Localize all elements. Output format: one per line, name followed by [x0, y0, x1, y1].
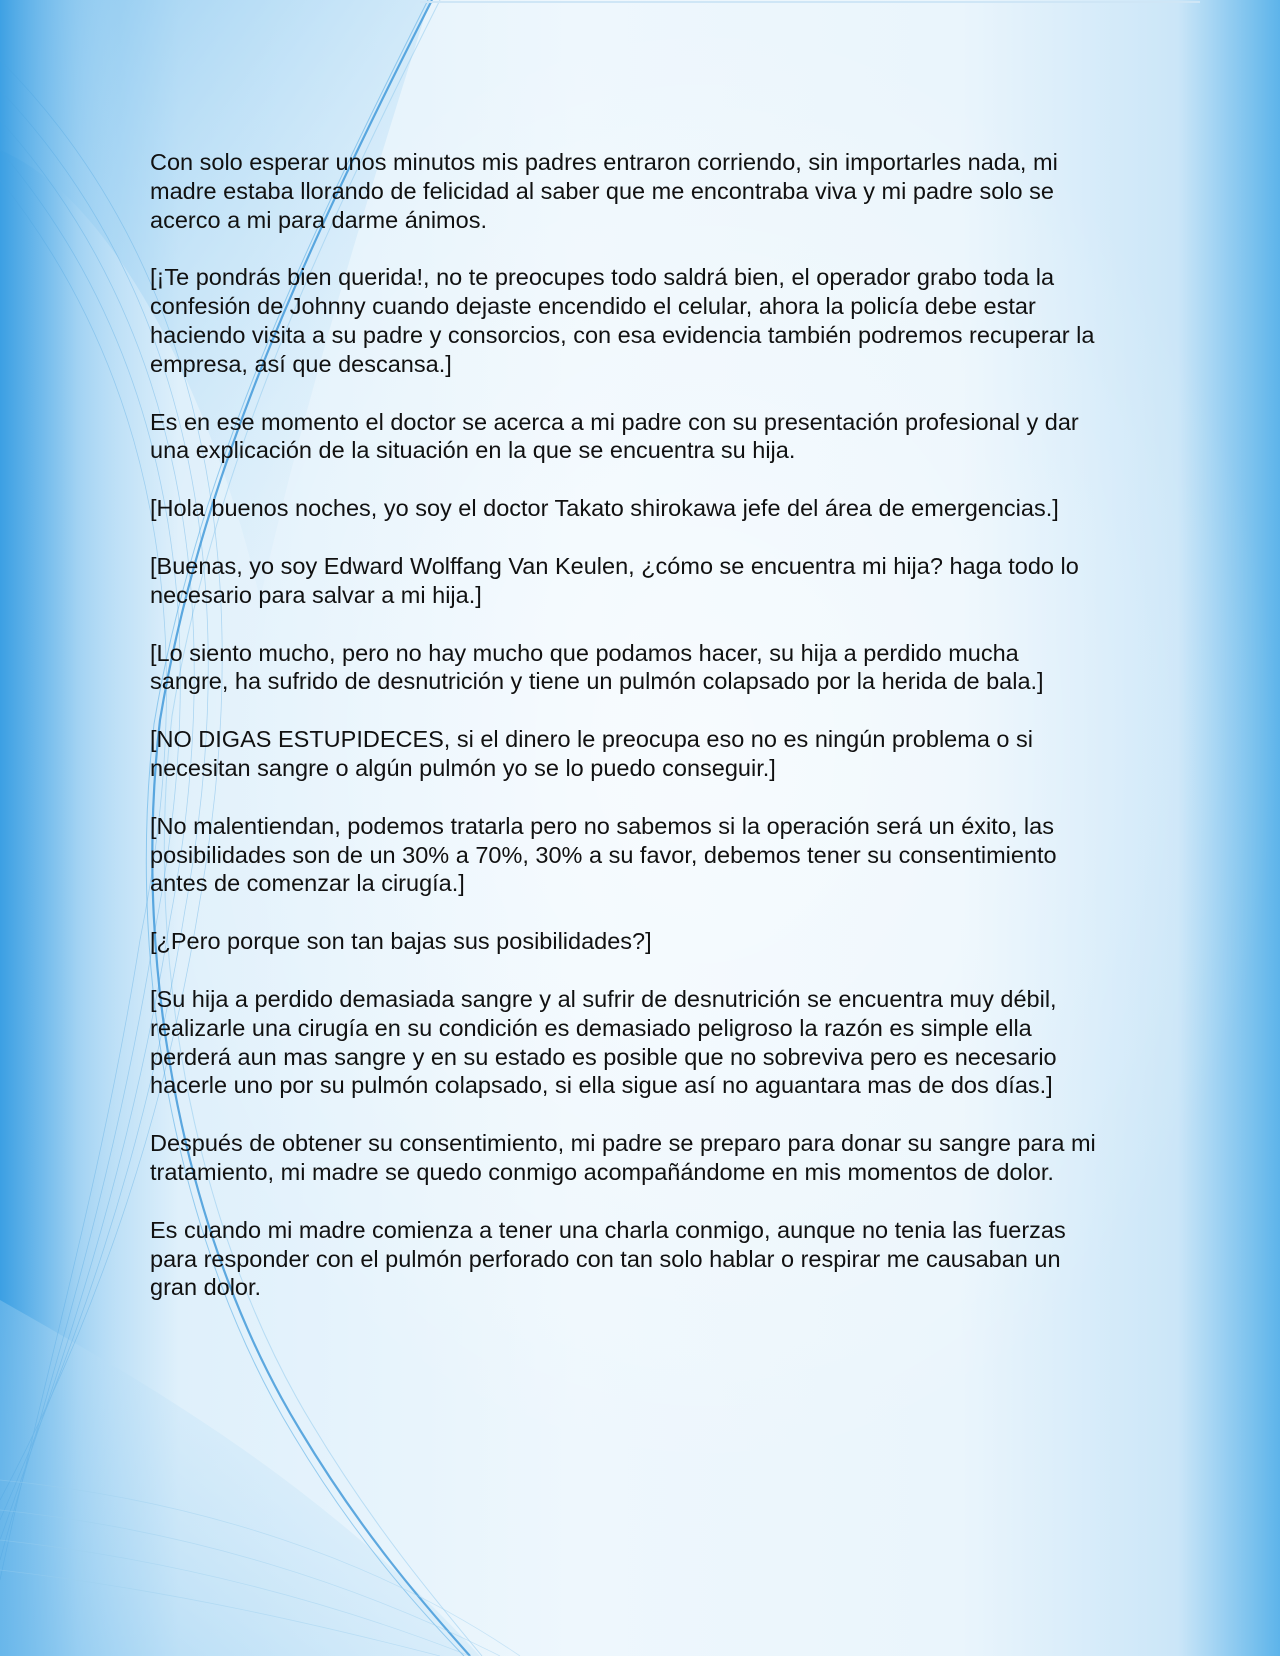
document-body	[150, 148, 1100, 1331]
paragraph-2: [¡Te pondrás bien querida!, no te preocupes todo saldrá bien, el operador grabo toda la confesión de Johnny cuando dejaste encendido el celular, ahora la policía debe estar haciendo visita a su padre y consorcios, con esa evidencia también podremos recuperar la empresa, así que descansa.]	[150, 264, 1095, 377]
paragraph-5: [Buenas, yo soy Edward Wolffang Van Keulen, ¿cómo se encuentra mi hija? haga todo lo necesario para salvar a mi hija.]	[150, 552, 1079, 608]
paragraph-10: [Su hija a perdido demasiada sangre y al sufrir de desnutrición se encuentra muy débil, realizarle una cirugía en su condición es demasiado peligroso la razón es simple ella perderá aun mas sangre y en su estado es posible que no sobreviva pero es necesario hacerle uno por su pulmón colapsado, si ella sigue así no aguantara mas de dos días.]	[150, 985, 1057, 1099]
paragraph-12: Es cuando mi madre comienza a tener una charla conmigo, aunque no tenia las fuerzas para responder con el pulmón perforado con tan solo hablar o respirar me causaban un gran dolor.	[150, 1216, 1066, 1301]
paragraph-11: Después de obtener su consentimiento, mi padre se preparo para donar su sangre para mi tratamiento, mi madre se quedo conmigo acompañándome en mis momentos de dolor.	[150, 1130, 1096, 1185]
paragraph-8: [No malentiendan, podemos tratarla pero no sabemos si la operación será un éxito, las posibilidades son de un 30% a 70%, 30% a su favor, debemos tener su consentimiento antes de comenzar la cirugía.]	[150, 812, 1057, 897]
paragraph-1: Con solo esperar unos minutos mis padres entraron corriendo, sin importarles nada, mi madre estaba llorando de felicidad al saber que me encontraba viva y mi padre solo se acerco a mi para darme ánimos.	[150, 149, 1058, 233]
paragraph-7: [NO DIGAS ESTUPIDECES, si el dinero le preocupa eso no es ningún problema o si necesitan sangre o algún pulmón yo se lo puedo conseguir.]	[150, 726, 1033, 781]
paragraph-9: [¿Pero porque son tan bajas sus posibilidades?]	[150, 928, 652, 955]
paragraph-6: [Lo siento mucho, pero no hay mucho que podamos hacer, su hija a perdido mucha sangre, ha sufrido de desnutrición y tiene un pulmón colapsado por la herida de bala.]	[150, 639, 1044, 695]
paragraph-4: [Hola buenos noches, yo soy el doctor Takato shirokawa jefe del área de emergencias.]	[150, 495, 1059, 522]
paragraph-3: Es en ese momento el doctor se acerca a mi padre con su presentación profesional y dar una explicación de la situación en la que se encuentra su hija.	[150, 408, 1079, 464]
